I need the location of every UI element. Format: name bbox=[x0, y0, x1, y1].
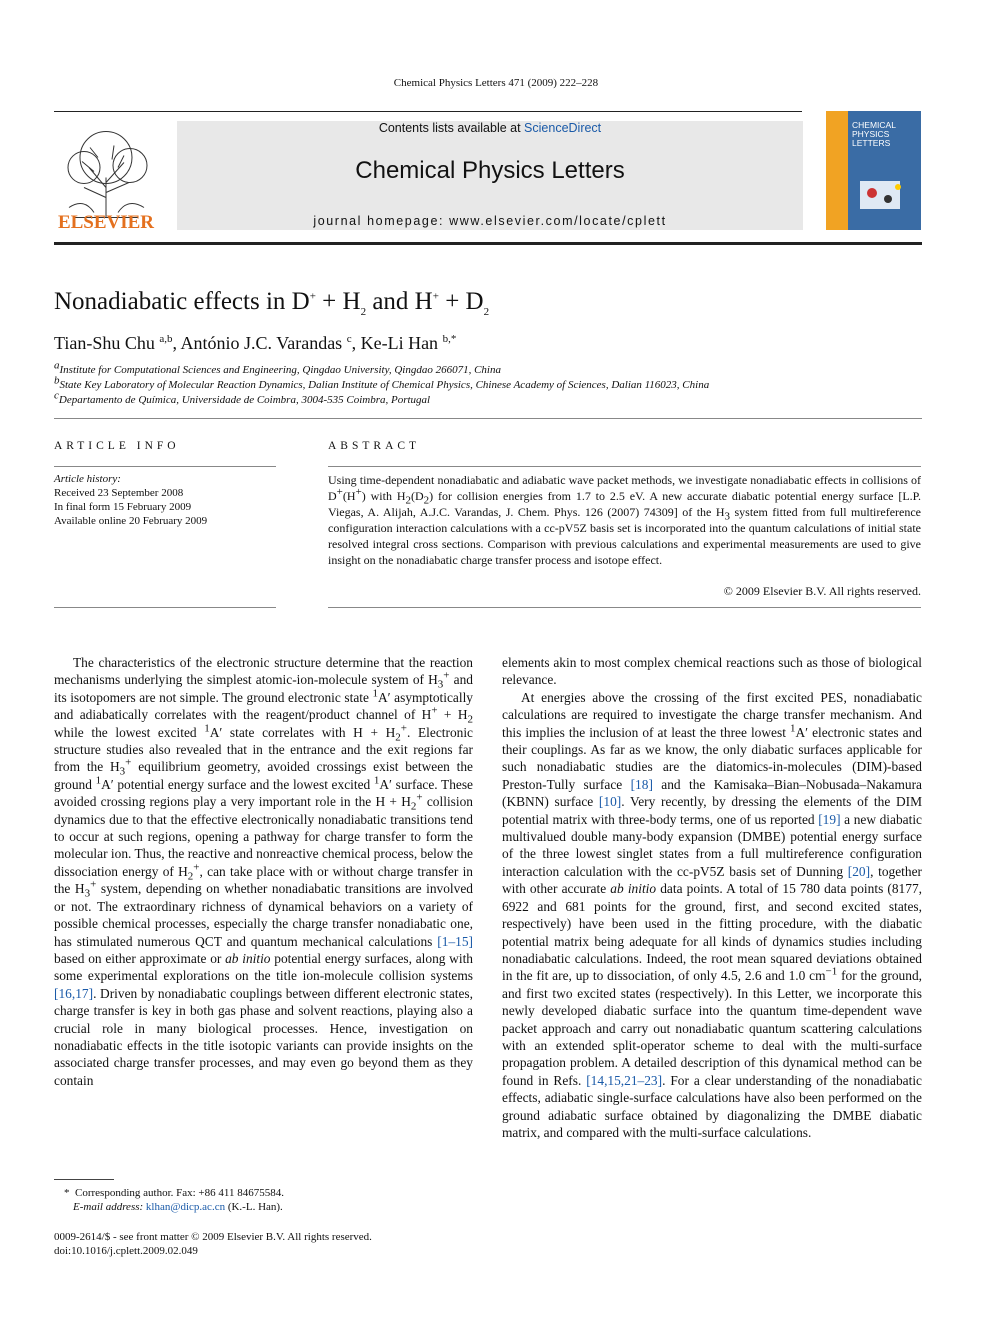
author-3: Ke-Li Han bbox=[360, 333, 439, 353]
abs-text-1: Using time-dependent nonadiabatic and adiabatic wave packet methods, we investigate nonadiabatic effects in collisions of D bbox=[328, 473, 921, 504]
c1-sup-5: + bbox=[400, 722, 408, 735]
c2-text-h: for the ground, and first two excited states (respectively). In this Letter, we incorporate this newly developed diabatic surface into the quantum time-dependent wave packet approach and carry out nonadiabatic quantum scattering calculations with an extended split-operator scheme to deal with the multi-surface propagation problem. A detailed description of this dynamical method can be found in Refs. bbox=[502, 968, 922, 1088]
title-sup-1: + bbox=[309, 290, 316, 303]
footnote-rule bbox=[54, 1179, 114, 1180]
c1-text-f: A′ state correlates with H + H bbox=[209, 724, 396, 740]
author-list: Tian-Shu Chu $^{a,b}$, António J.C. Varandas $^c$, Ke-Li Han $^{b,*}$ bbox=[54, 333, 457, 353]
ref-18-link[interactable]: [18] bbox=[630, 776, 653, 792]
author-1-affil: a,b bbox=[159, 333, 173, 345]
footnote-star: * bbox=[64, 1187, 70, 1199]
abstract-copyright: © 2009 Elsevier B.V. All rights reserved. bbox=[723, 584, 921, 598]
email-suffix: (K.-L. Han). bbox=[225, 1201, 283, 1213]
c1-sub-6: 2 bbox=[187, 870, 194, 883]
affil-a-mark: a bbox=[54, 359, 60, 372]
title-sub-1: 2 bbox=[360, 306, 367, 318]
article-history bbox=[54, 472, 207, 528]
affil-c-mark: c bbox=[54, 389, 59, 402]
affil-b-text: State Key Laboratory of Molecular Reaction Dynamics, Dalian Institute of Chemical Physics, Chinese Academy of Sciences, Dalian 116023, China bbox=[59, 379, 710, 391]
c2-text-a: At energies above the crossing of the first excited PES, nonadiabatic calculations are required to investigate the charge transfer mechanism. And this implies the inclusion of at least the three lowest bbox=[502, 689, 922, 740]
affiliation-rule bbox=[54, 418, 922, 419]
received-date: Received 23 September 2008 bbox=[54, 487, 184, 499]
title-sub-2: 2 bbox=[483, 306, 490, 318]
c2-text-c: and the Kamisaka–Bian–Nobusada–Nakamura (KBNN) surface bbox=[502, 776, 922, 810]
article-info-heading: ARTICLE INFO bbox=[54, 440, 180, 452]
abs-sup-1: + bbox=[336, 486, 343, 499]
abs-text-2: (H bbox=[342, 489, 356, 504]
title-text-1: Nonadiabatic effects in D bbox=[54, 288, 310, 315]
bottom-matter bbox=[54, 1230, 372, 1258]
c2-text-e: a new diabatic multivalued double many-body expansion (DMBE) potential energy surface of the three lowest singlet states from a full multireference configuration interaction calculation with the cc-pV5Z basis set of Dunning bbox=[502, 811, 922, 879]
c1-text-j: A′ surface. These avoided crossing regions play a very important role in the H + H bbox=[54, 776, 473, 810]
journal-name: Chemical Physics Letters bbox=[355, 157, 625, 184]
c1-text-k: collision dynamics due to that the effective electronically nonadiabatic transitions tend to occur at such regions, opening a pathway for charge transfer to form the molecular ion. Thus, the reactive and nonreactive chemical process, below the dissociation energy of H bbox=[54, 794, 473, 879]
c1-text-e: while the lowest excited bbox=[54, 724, 205, 740]
c1-text-o: potential energy surfaces, along with some experimental explorations on the title ion-molecule collision systems bbox=[54, 950, 473, 984]
doi-line[interactable]: doi:10.1016/j.cplett.2009.02.049 bbox=[54, 1245, 198, 1257]
article-title bbox=[54, 288, 489, 316]
c2-text-d: . Very recently, by dressing the elements of the DIM potential matrix with three-body terms, one of us reported bbox=[502, 794, 923, 827]
c2-text-g: data points. A total of 15 780 data points (8177, 6922 and 681 points for the ground, first, and second excited states, respectively) have been used in the fitting procedure, with the diabatic potential matrix being adequate for all kinds of dynamics studies including nonadiabatic calculations. Indeed, the root mean squared deviations obtained in the fit are, up to dissociation, of only 4.5, 2.6 and 1.0 cm bbox=[502, 881, 922, 984]
c1-text-g: . Electronic structure studies also revealed that in the entrance and the exit regions far from the H bbox=[54, 724, 474, 775]
col2-paragraph-2 bbox=[502, 689, 922, 1142]
corresponding-star[interactable]: * bbox=[450, 333, 457, 345]
c1-sup-8: 1 bbox=[373, 774, 380, 787]
online-date: Available online 20 February 2009 bbox=[54, 515, 208, 527]
c1-sup-10: + bbox=[193, 861, 200, 874]
publisher-name: ELSEVIER bbox=[57, 212, 155, 233]
c1-ab-initio: ab initio bbox=[225, 950, 271, 966]
cover-title-3: LETTERS bbox=[852, 138, 891, 148]
c1-sub-5: 2 bbox=[410, 800, 417, 813]
journal-reference: Chemical Physics Letters 471 (2009) 222–228 bbox=[393, 77, 599, 89]
sciencedirect-link[interactable]: ScienceDirect bbox=[524, 121, 602, 135]
abs-sub-1: 2 bbox=[405, 494, 411, 507]
affil-c-text: Departamento de Química, Universidade de Coimbra, 3004-535 Coimbra, Portugal bbox=[58, 394, 431, 406]
ref-14-23-link[interactable]: [14,15,21–23] bbox=[586, 1072, 663, 1088]
c1-text-l: , can take place with or without charge transfer in the H bbox=[54, 863, 474, 897]
c1-text-m: system, depending on whether nonadiabatic transitions are involved or not. The extraordinary richness of dynamical behaviors on a variety of possible chemical processes, especially the charge transfer nonadiabatic one, has stimulated numerous QCT and quantum mechanical calculations bbox=[54, 881, 473, 949]
abstract-rule-top bbox=[328, 466, 921, 467]
ref-16-17-link[interactable]: [16,17] bbox=[54, 985, 94, 1001]
c2-sup-1: 1 bbox=[789, 722, 796, 735]
c1-sup-6: + bbox=[125, 756, 132, 769]
c1-text-p: . Driven by nonadiabatic couplings between different electronic states, charge transfer is key in both gas phase and solvent reactions, playing also a crucial role in many biological processes. Hence, investigation on nonadiabatic effects in the title isotopic variants can provide insights on the associated charge transfer processes, and may even go beyond them as they contain bbox=[54, 985, 473, 1088]
title-text-3: and H bbox=[366, 288, 433, 315]
contents-line bbox=[177, 121, 803, 135]
ref-10-link[interactable]: [10] bbox=[598, 794, 622, 810]
title-sup-2: + bbox=[432, 290, 439, 303]
journal-cover bbox=[826, 111, 921, 230]
abs-sub-3: 3 bbox=[724, 510, 731, 523]
affil-a-text: Institute for Computational Sciences and Engineering, Qingdao University, Qingdao 266071, China bbox=[59, 364, 501, 376]
abs-text-5: ) for collision energies from 1.7 to 2.5 eV. A new accurate diabatic potential energy surface [L.P. Viegas, A. Alijah, A.J.C. Varandas, J. Chem. Phys. 126 (2007) 74309] of the H bbox=[328, 489, 921, 520]
cover-graphic bbox=[852, 171, 918, 221]
c2-text-i: . For a clear understanding of the nonadiabatic effects, adiabatic single-surface calculations have also been performed on the ground adiabatic surface obtained by diagonalizing the DMBE diabatic matrix, and compared with the multi-surface calculations. bbox=[502, 1072, 922, 1140]
body-column-2 bbox=[502, 654, 922, 1141]
author-2-affil: c bbox=[346, 333, 352, 345]
cover-stripe bbox=[826, 111, 848, 230]
col2-paragraph-1: elements akin to most complex chemical reactions such as those of biological relevance. bbox=[502, 655, 922, 688]
c1-text-h: equilibrium geometry, avoided crossings exist between the ground bbox=[54, 759, 474, 792]
c1-sup-1: + bbox=[443, 669, 450, 682]
c1-sub-1: 3 bbox=[437, 679, 444, 692]
c1-text-i: A′ potential energy surface and the lowest excited bbox=[101, 776, 374, 792]
c1-text-b: and its isotopomers are not simple. The ground electronic state bbox=[54, 672, 473, 705]
footnote-corresponding bbox=[54, 1186, 284, 1200]
c2-ab-initio: ab initio bbox=[610, 881, 657, 897]
abs-sub-2: 2 bbox=[423, 494, 430, 507]
intro-paragraph-1 bbox=[54, 654, 473, 1089]
footnote bbox=[54, 1186, 284, 1214]
c1-text-a: The characteristics of the electronic structure determine that the reaction mechanisms underlying the simplest atomic-ion-molecule system of H bbox=[54, 655, 473, 688]
contents-prefix: Contents lists available at bbox=[378, 121, 525, 135]
c1-sub-4: 3 bbox=[119, 766, 126, 779]
c2-text-b: A′ electronic states and their couplings. As far as we know, the only diabatic surfaces applicable for such nonadiabatic studies are the diatomics-in-molecules (DIM)-based Preston-Tully surface bbox=[502, 724, 922, 792]
c1-sup-3: + bbox=[431, 704, 438, 717]
history-label: Article history: bbox=[54, 473, 121, 485]
c1-sub-3: 2 bbox=[395, 731, 401, 744]
c1-text-d: + H bbox=[437, 707, 468, 723]
ref-1-15-link[interactable]: [1–15] bbox=[437, 933, 473, 949]
abstract-rule-bottom bbox=[328, 607, 921, 608]
c1-text-n: based on either approximate or bbox=[54, 950, 226, 966]
author-2: António J.C. Varandas bbox=[180, 333, 343, 353]
c1-text-c: A′ asymptotically and adiabatically correlates with the reagent/product channel of H bbox=[54, 689, 473, 723]
info-rule-top bbox=[54, 466, 276, 467]
c1-sup-2: 1 bbox=[372, 687, 378, 700]
abs-text-3: ) with H bbox=[361, 489, 406, 504]
email-label: E-mail address: bbox=[73, 1201, 146, 1213]
c1-sup-11: + bbox=[90, 878, 97, 891]
c2-text-f: , together with other accurate bbox=[502, 863, 922, 897]
abs-sup-2: + bbox=[355, 486, 362, 499]
abstract-text bbox=[328, 472, 921, 569]
affil-b-mark: b bbox=[54, 374, 60, 387]
author-1: Tian-Shu Chu bbox=[54, 333, 155, 353]
ref-19-link[interactable]: [19] bbox=[818, 811, 841, 827]
info-rule-bottom bbox=[54, 607, 276, 608]
footnote-corresponding-text: Corresponding author. Fax: +86 411 84675584. bbox=[75, 1187, 284, 1199]
title-text-4: + D bbox=[438, 288, 484, 315]
top-rule bbox=[54, 111, 802, 112]
email-link[interactable]: klhan@dicp.ac.cn bbox=[145, 1201, 226, 1213]
cover-title-2: PHYSICS bbox=[852, 129, 890, 139]
c1-sup-9: + bbox=[416, 791, 423, 804]
author-3-affil: b, bbox=[442, 333, 451, 345]
c1-sup-7: 1 bbox=[95, 774, 102, 787]
affiliation-a bbox=[54, 359, 501, 376]
abs-text-6: system fitted from full multireference configuration interaction calculations with a cc-pV5Z basis set is incorporated into the quantum calculations of initial state resolved integral cross sections. Comparison with previous calculations and experimental measurements are used to give insight on the nonadiabatic charge transfer process and isotope effect. bbox=[328, 505, 922, 568]
title-text-2: + H bbox=[315, 288, 361, 315]
affiliation-b bbox=[54, 374, 710, 391]
c1-sub-2: 2 bbox=[467, 713, 473, 726]
header-rule bbox=[54, 242, 922, 245]
abs-text-4: (D bbox=[410, 489, 424, 504]
journal-homepage[interactable]: journal homepage: www.elsevier.com/locate/cplett bbox=[313, 214, 667, 228]
body-column-1 bbox=[54, 654, 473, 1089]
ref-20-link[interactable]: [20] bbox=[847, 863, 871, 879]
cover-title-1: CHEMICAL bbox=[852, 120, 896, 130]
abstract-heading: ABSTRACT bbox=[328, 440, 421, 452]
c2-sup-2: −1 bbox=[825, 965, 838, 978]
affiliation-c bbox=[54, 389, 431, 406]
c1-sub-7: 3 bbox=[84, 887, 91, 900]
footnote-email bbox=[54, 1200, 284, 1214]
final-form-date: In final form 15 February 2009 bbox=[54, 501, 192, 513]
c1-sup-4: 1 bbox=[204, 722, 210, 735]
issn-line: 0009-2614/$ - see front matter © 2009 Elsevier B.V. All rights reserved. bbox=[54, 1231, 372, 1243]
